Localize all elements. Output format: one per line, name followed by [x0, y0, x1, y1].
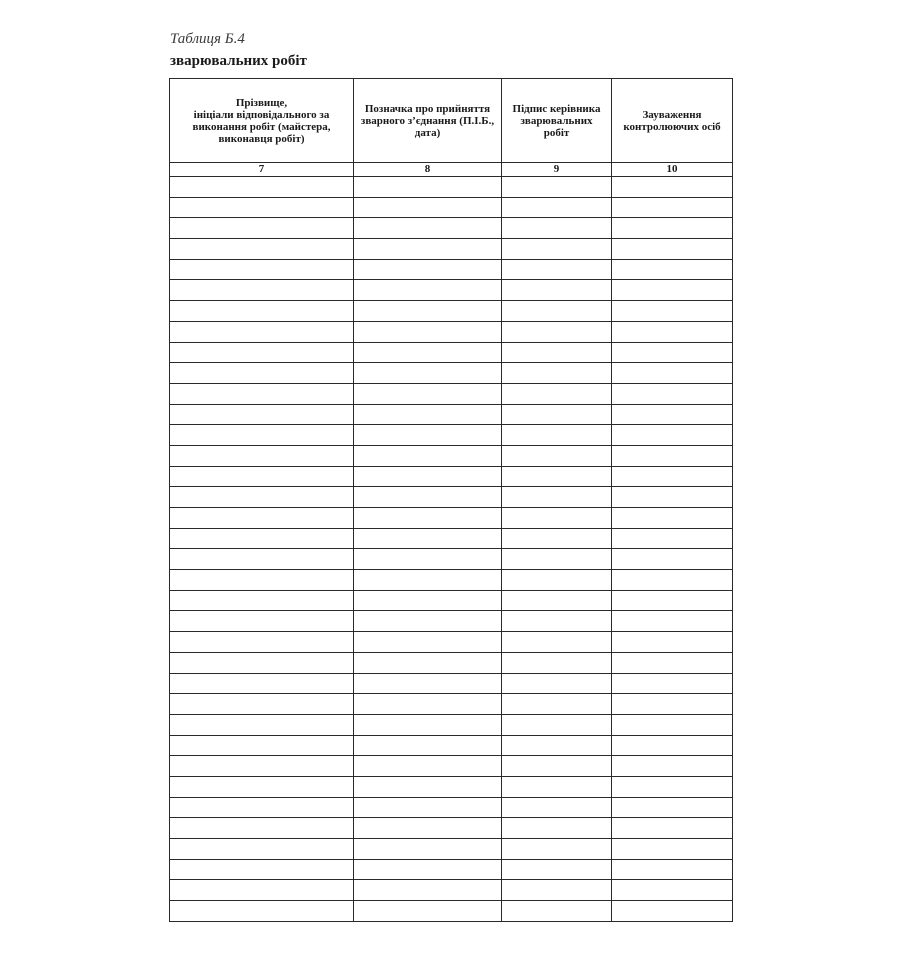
table-cell[interactable]: [612, 487, 733, 508]
table-cell[interactable]: [502, 528, 612, 549]
table-cell[interactable]: [354, 735, 502, 756]
table-row: [170, 383, 733, 404]
table-cell[interactable]: [354, 342, 502, 363]
table-cell[interactable]: [170, 321, 354, 342]
table-cell[interactable]: [612, 177, 733, 198]
table-cell[interactable]: [354, 714, 502, 735]
table-cell[interactable]: [354, 776, 502, 797]
table-cell[interactable]: [170, 776, 354, 797]
table-cell[interactable]: [170, 570, 354, 591]
table-cell[interactable]: [354, 673, 502, 694]
table-cell[interactable]: [170, 797, 354, 818]
table-row: [170, 404, 733, 425]
table-cell[interactable]: [502, 321, 612, 342]
table-cell[interactable]: [354, 404, 502, 425]
table-cell[interactable]: [354, 859, 502, 880]
table-cell[interactable]: [502, 342, 612, 363]
table-cell[interactable]: [612, 756, 733, 777]
table-cell[interactable]: [612, 239, 733, 260]
table-cell[interactable]: [612, 528, 733, 549]
table-cell[interactable]: [502, 570, 612, 591]
table-cell[interactable]: [354, 280, 502, 301]
table-cell[interactable]: [502, 466, 612, 487]
table-cell[interactable]: [170, 280, 354, 301]
table-cell[interactable]: [170, 383, 354, 404]
table-cell[interactable]: [170, 652, 354, 673]
header-row: [170, 79, 733, 163]
table-cell[interactable]: [354, 839, 502, 860]
table-cell[interactable]: [170, 466, 354, 487]
table-cell[interactable]: [170, 445, 354, 466]
table-cell[interactable]: [170, 301, 354, 322]
table-cell[interactable]: [612, 776, 733, 797]
table-row: [170, 487, 733, 508]
column-number: 10: [612, 163, 733, 177]
table-row: [170, 280, 733, 301]
column-number: 7: [170, 163, 354, 177]
table-row: [170, 218, 733, 239]
table-cell[interactable]: [354, 445, 502, 466]
table-cell[interactable]: [612, 673, 733, 694]
table-row: [170, 611, 733, 632]
table-cell[interactable]: [502, 818, 612, 839]
table-row: [170, 859, 733, 880]
table-cell[interactable]: [170, 839, 354, 860]
table-row: [170, 570, 733, 591]
table-cell[interactable]: [170, 363, 354, 384]
table-cell[interactable]: [502, 425, 612, 446]
table-cell[interactable]: [170, 880, 354, 901]
table-row: [170, 549, 733, 570]
table-row: [170, 839, 733, 860]
table-cell[interactable]: [170, 487, 354, 508]
table-row: [170, 694, 733, 715]
table-cell[interactable]: [612, 466, 733, 487]
table-cell[interactable]: [502, 652, 612, 673]
table-cell[interactable]: [170, 818, 354, 839]
table-row: [170, 714, 733, 735]
table-cell[interactable]: [612, 611, 733, 632]
table-cell[interactable]: [354, 363, 502, 384]
table-cell[interactable]: [612, 694, 733, 715]
table-cell[interactable]: [170, 197, 354, 218]
table-cell[interactable]: [612, 197, 733, 218]
table-cell[interactable]: [354, 694, 502, 715]
header-responsible-person-line1: Прізвище,: [235, 96, 288, 109]
table-cell[interactable]: [354, 466, 502, 487]
table-cell[interactable]: [502, 508, 612, 529]
table-row: [170, 901, 733, 922]
table-cell[interactable]: [612, 259, 733, 280]
table-cell[interactable]: [354, 528, 502, 549]
header-inspector-remarks: Зауваження контролюючих осіб: [612, 79, 733, 163]
table-cell[interactable]: [502, 445, 612, 466]
table-row: [170, 445, 733, 466]
table-cell[interactable]: [354, 425, 502, 446]
table-cell[interactable]: [170, 239, 354, 260]
table-cell[interactable]: [502, 735, 612, 756]
table-cell[interactable]: [612, 570, 733, 591]
table-cell[interactable]: [612, 880, 733, 901]
table-caption: Таблиця Б.4: [170, 31, 245, 47]
table-row: [170, 425, 733, 446]
table-cell[interactable]: [170, 735, 354, 756]
table-cell[interactable]: [612, 652, 733, 673]
table-cell[interactable]: [612, 218, 733, 239]
table-cell[interactable]: [502, 549, 612, 570]
table-row: [170, 590, 733, 611]
table-cell[interactable]: [612, 859, 733, 880]
table-cell[interactable]: [612, 280, 733, 301]
table-cell[interactable]: [502, 590, 612, 611]
table-cell[interactable]: [502, 714, 612, 735]
header-acceptance-mark: Позначка про прийняття зварного з’єднання (П.І.Б., дата): [354, 79, 502, 163]
table-cell[interactable]: [612, 797, 733, 818]
table-cell[interactable]: [354, 177, 502, 198]
table-cell[interactable]: [502, 839, 612, 860]
table-cell[interactable]: [612, 321, 733, 342]
table-cell[interactable]: [502, 197, 612, 218]
welding-journal-table: [169, 78, 733, 922]
table-cell[interactable]: [502, 859, 612, 880]
table-cell[interactable]: [170, 611, 354, 632]
table-cell[interactable]: [612, 508, 733, 529]
table-row: [170, 632, 733, 653]
table-cell[interactable]: [170, 632, 354, 653]
table-row: [170, 466, 733, 487]
table-cell[interactable]: [170, 508, 354, 529]
table-cell[interactable]: [612, 839, 733, 860]
table-row: [170, 652, 733, 673]
table-row: [170, 259, 733, 280]
table-cell[interactable]: [354, 508, 502, 529]
table-cell[interactable]: [354, 590, 502, 611]
table-cell[interactable]: [170, 404, 354, 425]
header-responsible-person: [170, 79, 354, 163]
table-cell[interactable]: [170, 673, 354, 694]
table-cell[interactable]: [170, 714, 354, 735]
table-row: [170, 797, 733, 818]
table-row: [170, 756, 733, 777]
table-cell[interactable]: [170, 756, 354, 777]
table-cell[interactable]: [502, 880, 612, 901]
header-supervisor-signature: Підпис керівника зварювальних робіт: [502, 79, 612, 163]
header-responsible-person-rest: ініціали відповідального за виконання робіт (майстера, виконавця робіт): [192, 108, 331, 145]
table-row: [170, 177, 733, 198]
table-cell[interactable]: [354, 383, 502, 404]
table-cell[interactable]: [354, 818, 502, 839]
table-cell[interactable]: [612, 342, 733, 363]
table-cell[interactable]: [170, 590, 354, 611]
table-row: [170, 776, 733, 797]
table-cell[interactable]: [170, 259, 354, 280]
table-cell[interactable]: [612, 301, 733, 322]
table-row: [170, 321, 733, 342]
table-cell[interactable]: [502, 280, 612, 301]
table-cell[interactable]: [354, 218, 502, 239]
table-cell[interactable]: [354, 652, 502, 673]
table-cell[interactable]: [612, 363, 733, 384]
table-row: [170, 818, 733, 839]
table-cell[interactable]: [612, 549, 733, 570]
table-row: [170, 342, 733, 363]
table-row: [170, 880, 733, 901]
table-cell[interactable]: [502, 177, 612, 198]
table-cell[interactable]: [354, 301, 502, 322]
table-row: [170, 301, 733, 322]
table-row: [170, 735, 733, 756]
table-cell[interactable]: [612, 445, 733, 466]
table-row: [170, 363, 733, 384]
table-cell[interactable]: [612, 590, 733, 611]
table-row: [170, 197, 733, 218]
table-cell[interactable]: [502, 404, 612, 425]
table-cell[interactable]: [502, 487, 612, 508]
table-cell[interactable]: [502, 673, 612, 694]
table-cell[interactable]: [354, 901, 502, 922]
table-cell[interactable]: [170, 549, 354, 570]
table-cell[interactable]: [612, 425, 733, 446]
table-cell[interactable]: [170, 425, 354, 446]
table-cell[interactable]: [170, 218, 354, 239]
table-cell[interactable]: [170, 901, 354, 922]
table-cell[interactable]: [612, 735, 733, 756]
table-cell[interactable]: [170, 694, 354, 715]
table-cell[interactable]: [502, 776, 612, 797]
table-cell[interactable]: [170, 342, 354, 363]
table-cell[interactable]: [170, 859, 354, 880]
table-cell[interactable]: [502, 632, 612, 653]
table-cell[interactable]: [354, 880, 502, 901]
column-number: 8: [354, 163, 502, 177]
table-cell[interactable]: [502, 218, 612, 239]
table-cell[interactable]: [354, 197, 502, 218]
table-cell[interactable]: [170, 528, 354, 549]
table-cell[interactable]: [502, 694, 612, 715]
table-cell[interactable]: [354, 239, 502, 260]
table-cell[interactable]: [612, 632, 733, 653]
table-cell[interactable]: [612, 383, 733, 404]
table-row: [170, 508, 733, 529]
table-cell[interactable]: [612, 714, 733, 735]
table-cell[interactable]: [502, 756, 612, 777]
table-cell[interactable]: [502, 301, 612, 322]
table-cell[interactable]: [354, 570, 502, 591]
table-cell[interactable]: [502, 797, 612, 818]
page-title: зварювальних робіт: [170, 53, 307, 69]
table-cell[interactable]: [354, 259, 502, 280]
table-cell[interactable]: [612, 901, 733, 922]
table-cell[interactable]: [354, 797, 502, 818]
table-cell[interactable]: [354, 611, 502, 632]
table-cell[interactable]: [354, 321, 502, 342]
table-row: [170, 673, 733, 694]
table-cell[interactable]: [502, 363, 612, 384]
column-number: 9: [502, 163, 612, 177]
table-cell[interactable]: [354, 549, 502, 570]
table-cell[interactable]: [354, 487, 502, 508]
table-cell[interactable]: [502, 611, 612, 632]
table-cell[interactable]: [502, 901, 612, 922]
table-cell[interactable]: [502, 239, 612, 260]
table-cell[interactable]: [354, 632, 502, 653]
table-cell[interactable]: [502, 259, 612, 280]
column-number-row: [170, 163, 733, 177]
table-cell[interactable]: [612, 404, 733, 425]
table-cell[interactable]: [612, 818, 733, 839]
table-cell[interactable]: [502, 383, 612, 404]
table-row: [170, 239, 733, 260]
table-cell[interactable]: [170, 177, 354, 198]
table-cell[interactable]: [354, 756, 502, 777]
table-row: [170, 528, 733, 549]
